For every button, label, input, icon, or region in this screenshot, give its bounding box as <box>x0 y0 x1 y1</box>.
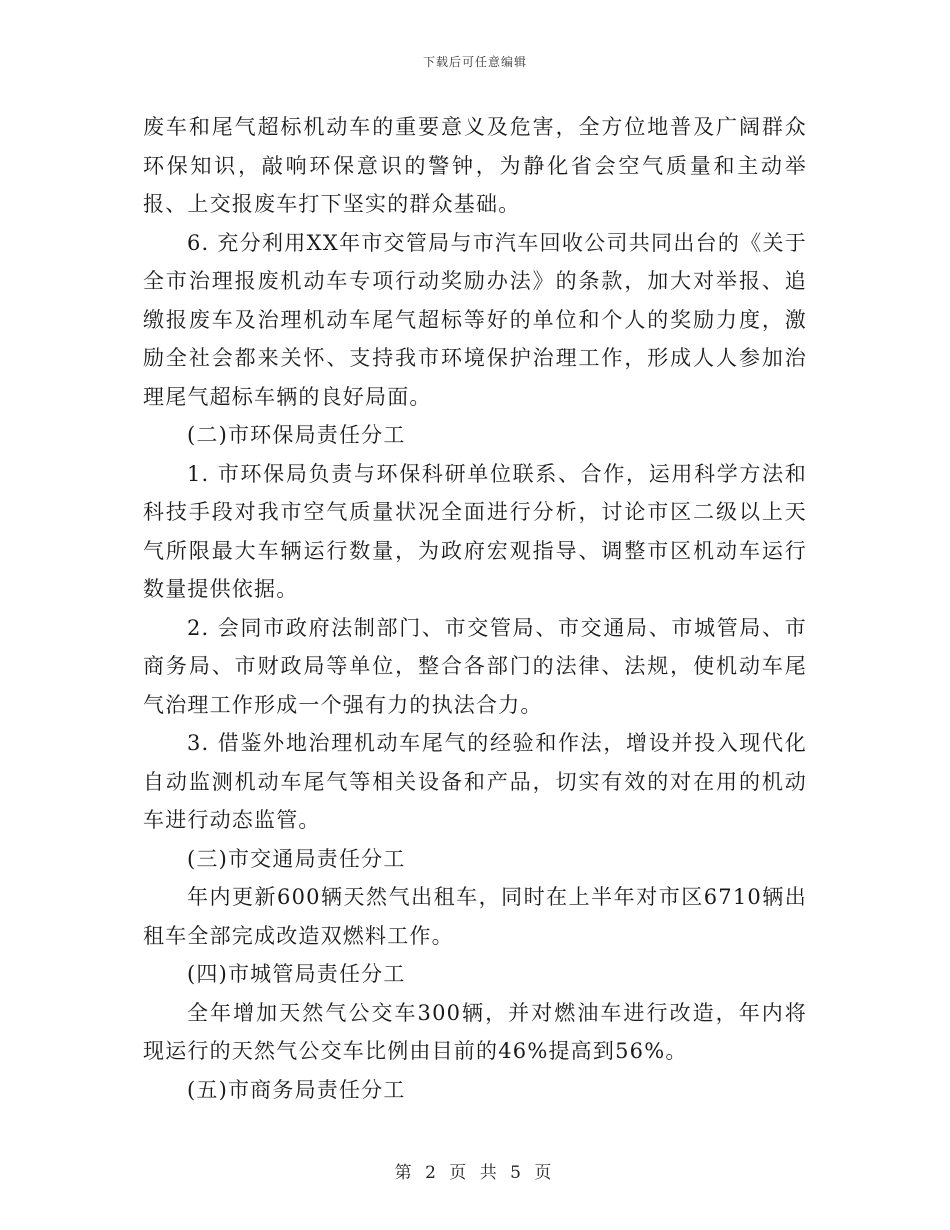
page-number-footer: 第 2 页 共 5 页 <box>394 1163 556 1183</box>
paragraph-item-6: 6. 充分利用XX年市交管局与市汽车回收公司共同出台的《关于全市治理报废机动车专项行动奖励办法》的条款，加大对举报、追缴报废车及治理机动车尾气超标等好的单位和个人的奖励力度，激励全社会都来关怀、支持我市环境保护治理工作，形成人人参加治理尾气超标车辆的良好局面。 <box>143 230 807 409</box>
paragraph-item-3: 3. 借鉴外地治理机动车尾气的经验和作法，增设并投入现代化自动监测机动车尾气等相关设备和产品，切实有效的对在用的机动车进行动态监管。 <box>143 731 807 832</box>
section-heading-urban-management-bureau: (四)市城管局责任分工 <box>187 962 406 986</box>
section-heading-environmental-bureau: (二)市环保局责任分工 <box>187 423 406 447</box>
paragraph-item-2: 2. 会同市政府法制部门、市交管局、市交通局、市城管局、市商务局、市财政局等单位，整合各部门的法律、法规，使机动车尾气治理工作形成一个强有力的执法合力。 <box>143 615 807 717</box>
page-header: 下载后可任意编辑 <box>422 55 527 69</box>
section-heading-commerce-bureau: (五)市商务局责任分工 <box>187 1077 406 1102</box>
document-body <box>143 108 807 1109</box>
paragraph-taxi-update: 年内更新600辆天然气出租车，同时在上半年对市区6710辆出租车全部完成改造双燃料工作。 <box>143 885 807 948</box>
paragraph: 废车和尾气超标机动车的重要意义及危害，全方位地普及广阔群众环保知识，敲响环保意识的警钟，为静化省会空气质量和主动举报、上交报废车打下坚实的群众基础。 <box>143 115 807 216</box>
paragraph-item-1: 1. 市环保局负责与环保科研单位联系、合作，运用科学方法和科技手段对我市空气质量状况全面进行分析，讨论市区二级以上天气所限最大车辆运行数量，为政府宏观指导、调整市区机动车运行数量提供依据。 <box>143 461 807 601</box>
paragraph-bus-update: 全年增加天然气公交车300辆，并对燃油车进行改造，年内将现运行的天然气公交车比例由目前的46%提高到56%。 <box>143 1000 807 1063</box>
section-heading-transport-bureau: (三)市交通局责任分工 <box>187 846 406 871</box>
